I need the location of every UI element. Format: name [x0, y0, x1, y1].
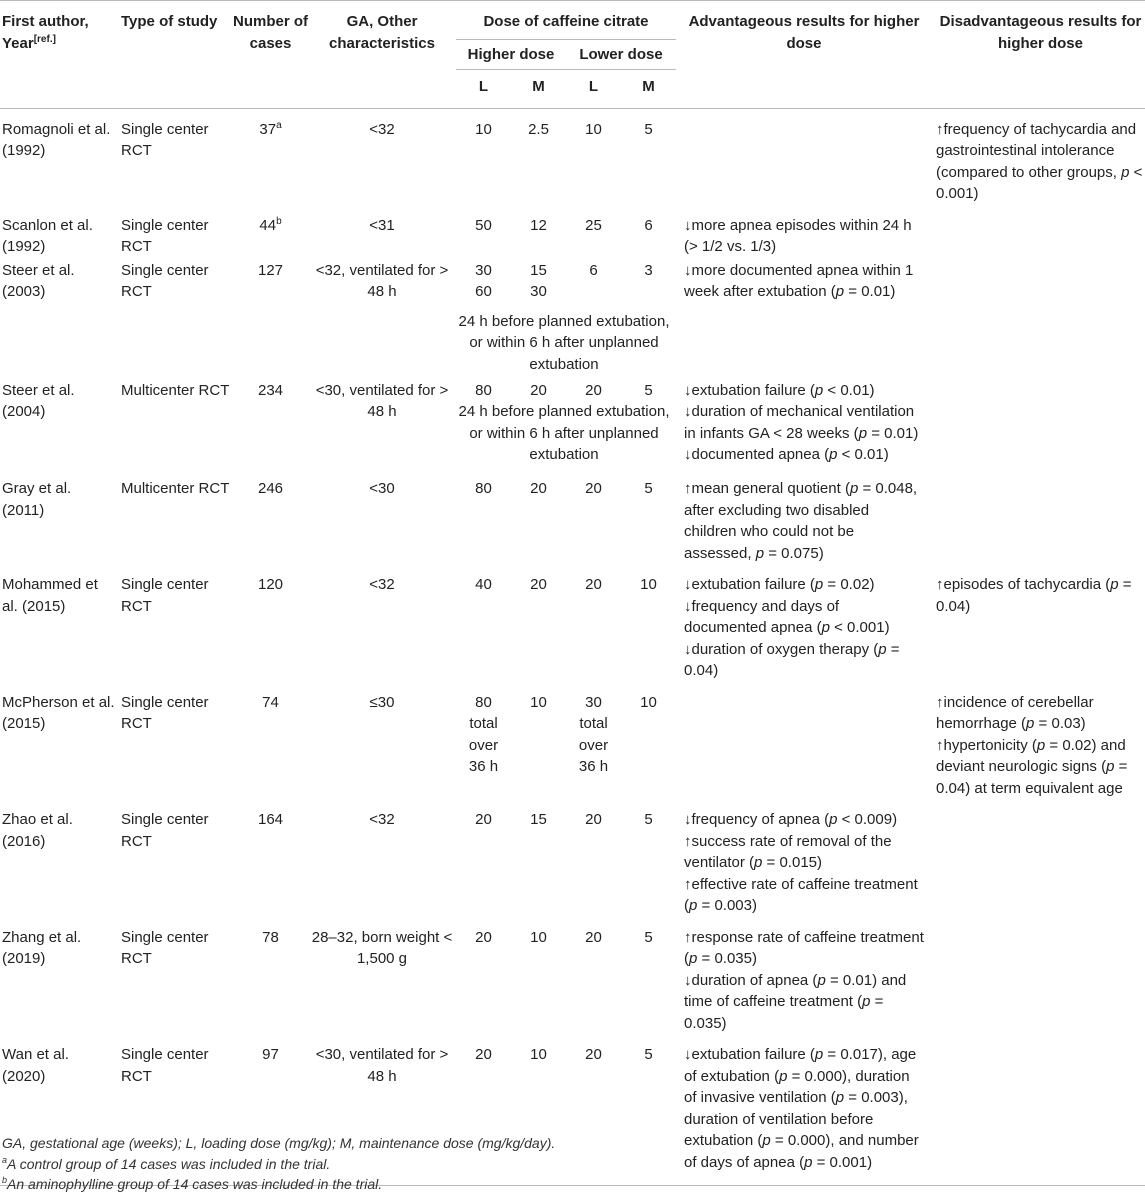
cell-ga: <30, ventilated for > 48 h — [315, 381, 449, 420]
header-lower-L: L — [588, 78, 599, 95]
advantage-item: ↓extubation failure (p = 0.017), age of extubation (p = 0.000), duration of invasive ventilation (p = 0.003), duration of ventilation before extubation (p = 0.000), and number of days of apnea (p = 0.001) — [684, 1046, 919, 1171]
cell-lower-L: 20 — [566, 1034, 621, 1186]
disadvantage-item: ↑hypertonicity (p = 0.02) and deviant neurologic signs (p = 0.04) at term equivalent age — [936, 736, 1128, 797]
cell-type: Single center RCT — [121, 120, 209, 159]
header-disadvantageous: Disadvantageous results for higher dose — [939, 13, 1142, 52]
disadvantage-item: ↑frequency of tachycardia and gastrointestinal intolerance (compared to other groups, p < 0.001) — [936, 120, 1143, 202]
cell-higher-L: 20 — [456, 1034, 511, 1186]
cell-type: Single center RCT — [121, 693, 209, 732]
cell-higher-M: 12 — [530, 216, 547, 234]
cell-ga: <30, ventilated for > 48 h — [308, 1034, 456, 1186]
cell-lower-M: 6 — [644, 216, 653, 234]
cell-advantageous — [676, 682, 924, 800]
table-row — [0, 468, 1145, 564]
cell-lower-M: 5 — [644, 381, 653, 399]
header-advantageous: Advantageous results for higher dose — [688, 13, 920, 52]
table-row — [0, 564, 1145, 682]
cell-advantageous — [676, 564, 924, 682]
cell-lower-L: 6 — [589, 261, 598, 279]
footnote-a-text: A control group of 14 cases was included in the trial. — [7, 1156, 331, 1172]
cell-type: Single center RCT — [121, 928, 209, 967]
table-row — [0, 799, 1145, 917]
cell-lower-M: 5 — [644, 120, 653, 138]
advantage-item: ↓more apnea episodes within 24 h (> 1/2 vs. 1/3) — [684, 216, 912, 255]
dose-note-wrap — [454, 311, 678, 376]
cell-lower-M: 3 — [644, 261, 653, 279]
cell-cases: 97 — [233, 1034, 308, 1186]
cell-author: Zhao et al. (2016) — [2, 811, 73, 850]
cell-cases: 164 — [257, 811, 284, 828]
cell-higher-M: 2.5 — [528, 120, 549, 138]
cell-higher-M: 10 — [530, 928, 547, 946]
cell-advantageous — [676, 258, 924, 370]
cell-ga: ≤30 — [369, 693, 395, 711]
header-type: Type of study — [121, 13, 218, 30]
footnote-b — [2, 1174, 382, 1196]
cell-cases: 37$^a$ — [259, 119, 282, 138]
cell-lower-L: 30 total over 36 h — [578, 693, 609, 775]
cell-higher-L: 80 total over 36 h — [468, 693, 499, 775]
cell-lower-L: 20 — [585, 480, 602, 497]
disadvantage-item: ↑incidence of cerebellar hemorrhage (p = 0.03) — [936, 693, 1094, 732]
cell-type: Single center RCT — [121, 576, 209, 615]
advantage-item: ↑success rate of removal of the ventilator (p = 0.015) — [684, 832, 892, 871]
header-lower-M: M — [642, 78, 655, 95]
table-body — [0, 108, 1145, 1186]
cell-cases: 234 — [257, 381, 284, 399]
header-higher-L: L — [478, 78, 489, 95]
advantage-item: ↓duration of oxygen therapy (p = 0.04) — [684, 640, 900, 679]
header-higher-dose: Higher dose — [456, 39, 566, 70]
header-ga: GA, Other characteristics — [329, 13, 435, 52]
cell-cases: 246 — [257, 480, 284, 497]
cell-disadvantageous — [924, 564, 1145, 682]
cell-lower-M: 10 — [640, 693, 657, 711]
cell-cases: 120 — [257, 576, 284, 593]
cell-author: Wan et al. (2020) — [0, 1034, 115, 1186]
cell-higher-L: 80 24 h before planned extubation, or within 6 h after unplanned extubation — [456, 370, 511, 469]
cell-lower-M: 5 — [644, 811, 653, 828]
table-row — [0, 205, 1145, 258]
table-row — [0, 682, 1145, 800]
cell-ga: <32 — [369, 576, 395, 593]
cell-higher-L: 50 — [475, 216, 492, 234]
cell-higher-M: 20 — [530, 480, 547, 497]
advantage-item: ↑mean general quotient (p = 0.048, after excluding two disabled children who could not be assessed, p = 0.075) — [684, 480, 918, 562]
table-header — [0, 1, 1145, 109]
header-dose: Dose of caffeine citrate — [456, 1, 676, 40]
disadvantage-item: ↑episodes of tachycardia (p = 0.04) — [936, 576, 1132, 615]
cases-footnote-mark: a — [276, 119, 282, 131]
cell-higher-L: 30 60 24 h before planned extubation, or within 6 h after unplanned extubation — [456, 258, 511, 370]
advantage-item: ↓duration of mechanical ventilation in infants GA < 28 weeks (p = 0.01) — [684, 403, 919, 442]
cell-disadvantageous — [924, 258, 1145, 370]
cell-advantageous — [676, 468, 924, 564]
cell-disadvantageous — [924, 1034, 1145, 1186]
cell-advantageous — [676, 108, 924, 205]
advantage-item: ↓more documented apnea within 1 week after extubation (p = 0.01) — [684, 261, 914, 300]
cell-disadvantageous — [924, 370, 1145, 469]
cell-higher-L: 80 — [475, 480, 492, 497]
cell-type: Multicenter RCT — [121, 381, 230, 399]
footnote-b-text: An aminophylline group of 14 cases was included in the trial. — [7, 1176, 383, 1192]
header-author: First author, Year[ref.] — [2, 13, 89, 52]
advantage-item: ↓frequency and days of documented apnea (p < 0.001) — [684, 597, 890, 636]
cell-lower-L: 20 — [585, 576, 602, 593]
cell-advantageous — [676, 799, 924, 917]
cell-type: Single center RCT — [115, 1034, 233, 1186]
cell-type: Multicenter RCT — [121, 480, 230, 497]
cell-higher-L: 20 — [475, 928, 492, 946]
cell-advantageous — [676, 205, 924, 258]
cell-disadvantageous — [924, 468, 1145, 564]
footnote-a-mark: a — [2, 1155, 8, 1165]
table-row — [0, 370, 1145, 469]
cell-higher-M: 15 — [530, 811, 547, 828]
cell-lower-L: 20 — [585, 811, 602, 828]
cell-higher-L: 10 — [475, 120, 492, 138]
cell-higher-L: 40 — [475, 576, 492, 593]
cell-disadvantageous — [924, 682, 1145, 800]
cell-ga: <30 — [369, 480, 395, 497]
cases-footnote-mark: b — [276, 215, 282, 227]
advantage-item: ↓frequency of apnea (p < 0.009) — [684, 811, 898, 828]
cell-ga: <32, ventilated for > 48 h — [315, 261, 449, 300]
dose-timing-note: 24 h before planned extubation, or within 6 h after unplanned extubation — [458, 312, 670, 373]
cell-ga: <31 — [369, 216, 395, 234]
advantage-item: ↑response rate of caffeine treatment (p = 0.035) — [684, 928, 924, 967]
advantage-item: ↓extubation failure (p = 0.02) — [684, 576, 875, 593]
cell-advantageous — [676, 370, 924, 469]
cell-advantageous — [676, 917, 924, 1035]
cell-author: Steer et al. (2003) — [2, 261, 75, 300]
cell-disadvantageous — [924, 108, 1145, 205]
cell-higher-L: 20 — [475, 811, 492, 828]
dose-note-wrap — [454, 401, 678, 466]
cell-higher-M: 10 — [530, 693, 547, 711]
cell-type: Single center RCT — [121, 261, 209, 300]
cell-lower-L: 10 — [585, 120, 602, 138]
advantage-item: ↓extubation failure (p < 0.01) — [684, 381, 875, 399]
header-cases: Number of cases — [233, 13, 308, 52]
cell-ga: <32 — [369, 811, 395, 828]
cell-disadvantageous — [924, 799, 1145, 917]
cell-author: Scanlon et al. (1992) — [2, 216, 93, 255]
cell-higher-M: 15 30 — [530, 261, 547, 300]
cell-lower-L: 20 — [585, 381, 602, 399]
cell-lower-L: 20 — [585, 928, 602, 946]
advantage-item: ↓documented apnea (p < 0.01) — [684, 446, 889, 463]
cell-author: Zhang et al. (2019) — [2, 928, 82, 967]
table-row — [0, 108, 1145, 205]
cell-cases: 78 — [262, 928, 279, 946]
cell-lower-M: 10 — [640, 576, 657, 593]
cell-higher-M: 20 — [530, 576, 547, 593]
cell-disadvantageous — [924, 917, 1145, 1035]
header-lower-dose: Lower dose — [566, 39, 676, 70]
header-higher-M: M — [532, 78, 545, 95]
cell-cases: 127 — [257, 261, 284, 279]
cell-author: Mohammed et al. (2015) — [2, 576, 98, 615]
advantage-item: ↓duration of apnea (p = 0.01) and time of caffeine treatment (p = 0.035) — [684, 971, 907, 1032]
cell-lower-M: 5 — [644, 480, 653, 497]
advantage-item: ↑effective rate of caffeine treatment (p = 0.003) — [684, 875, 918, 914]
footnote-b-mark: b — [2, 1175, 8, 1185]
cell-higher-M: 10 — [511, 1034, 566, 1186]
cell-author: Steer et al. (2004) — [2, 381, 75, 420]
cell-cases: 44$^b$ — [259, 215, 282, 234]
footnote-abbreviations: GA, gestational age (weeks); L, loading dose (mg/kg); M, maintenance dose (mg/kg/day). — [2, 1135, 556, 1151]
table-row — [0, 917, 1145, 1035]
header-author-ref: [ref.] — [33, 33, 56, 45]
cell-ga: 28–32, born weight < 1,500 g — [311, 928, 453, 967]
cell-type: Single center RCT — [121, 216, 209, 255]
footnote-a — [2, 1154, 330, 1176]
cell-disadvantageous — [924, 205, 1145, 258]
cell-ga: <32 — [369, 120, 395, 138]
cell-lower-M: 5 — [644, 928, 653, 946]
cell-author: Romagnoli et al. (1992) — [2, 120, 111, 159]
cell-lower-M: 5 — [621, 1034, 676, 1186]
cell-author: Gray et al. (2011) — [2, 480, 72, 519]
cell-advantageous — [676, 1034, 924, 1186]
cell-author: McPherson et al. (2015) — [2, 693, 115, 732]
cell-type: Single center RCT — [121, 811, 209, 850]
dose-timing-note: 24 h before planned extubation, or within 6 h after unplanned extubation — [458, 403, 670, 463]
cell-higher-M: 20 — [530, 381, 547, 399]
cell-cases: 74 — [262, 693, 279, 711]
table-row — [0, 258, 1145, 370]
cell-lower-L: 25 — [585, 216, 602, 234]
